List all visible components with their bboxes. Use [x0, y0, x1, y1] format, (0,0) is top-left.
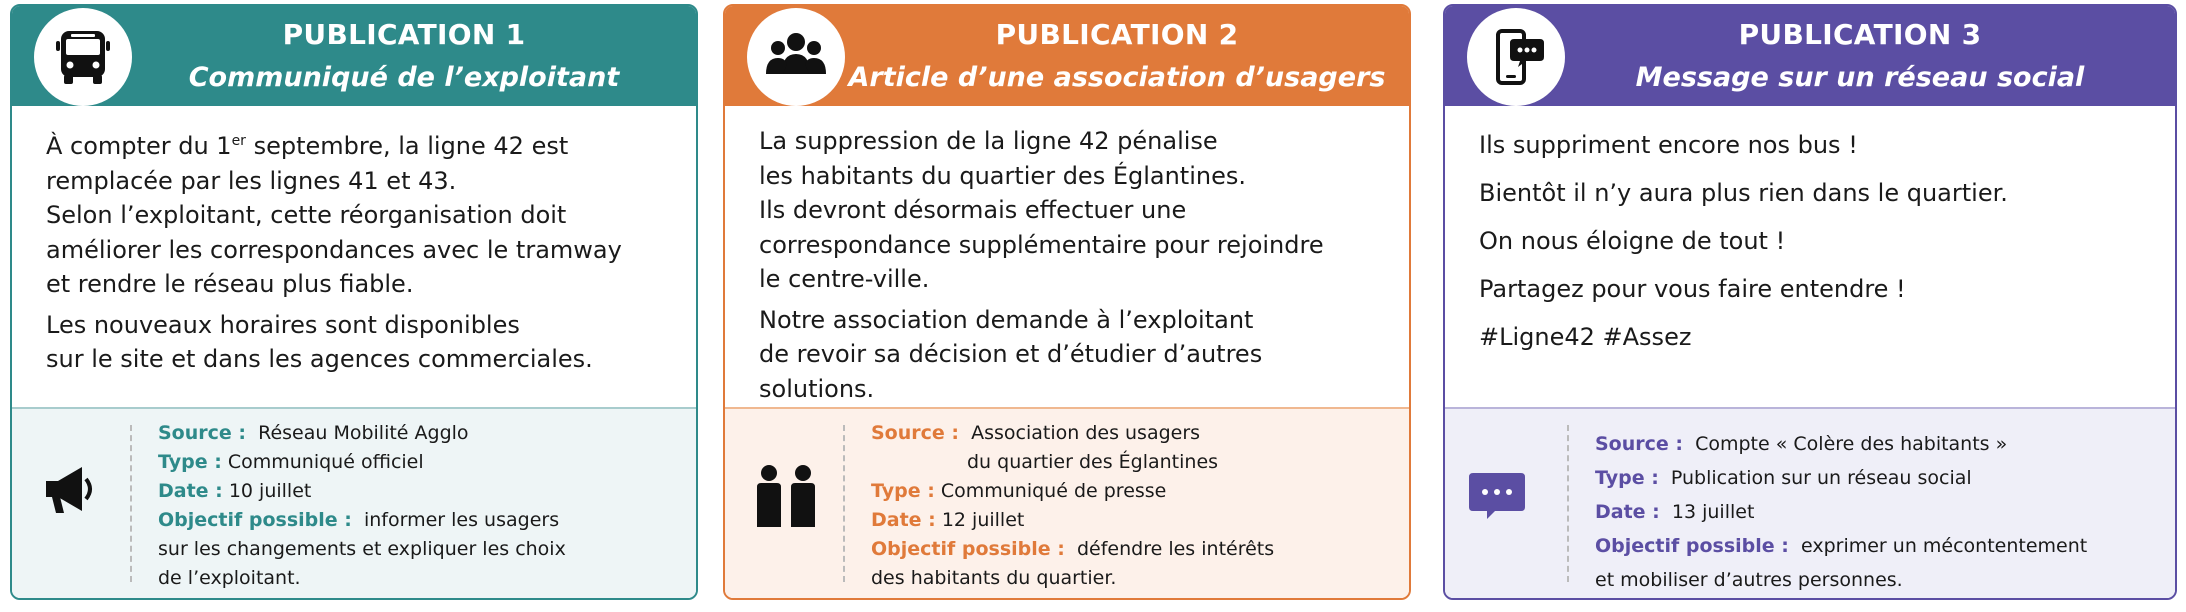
publication-card-1: [10, 4, 698, 600]
card-body: La suppression de la ligne 42 pénalise les habitants du quartier des Églantines. Ils devront désormais effectuer une correspondance supplémentaire pour rejoindre le centre-ville. Notre association demande à l’exploitant de revoir sa décision et d’étudier d’autres solutions.: [759, 127, 1324, 403]
publication-card-3: [1443, 4, 2177, 600]
card-subtitle: Communiqué de l’exploitant: [188, 62, 620, 93]
bus-icon: [34, 8, 132, 106]
metadata: Source : Réseau Mobilité Agglo Type : Communiqué officiel Date : 10 juillet Objectif possible : informer les usagers sur les changements et expliquer les choix de l’exploitant.: [158, 422, 566, 589]
card-footer: [725, 407, 1409, 598]
metadata: Source : Association des usagers du quartier des Églantines Type : Communiqué de presse Date : 12 juillet Objectif possible : défendre les intérêts des habitants du quartier.: [871, 422, 1275, 589]
card-title: PUBLICATION 2: [995, 18, 1239, 51]
card-body: À compter du 1er septembre, la ligne 42 est remplacée par les lignes 41 et 43. Selon l’exploitant, cette réorganisation doit améliorer les correspondances avec le tramway et rendre le réseau plus fiable. Les nouveaux horaires sont disponibles sur le site et dans les agences commerciales.: [46, 132, 622, 373]
card-subtitle: Article d’une association d’usagers: [848, 62, 1386, 93]
card-title: PUBLICATION 3: [1738, 18, 1982, 51]
metadata: Source : Compte « Colère des habitants » Type : Publication sur un réseau social Date : 13 juillet Objectif possible : exprimer un mécontentement et mobiliser d’autres personnes.: [1595, 433, 2088, 591]
divider: [130, 425, 132, 582]
phone-chat-icon: [1467, 8, 1565, 106]
card-footer: [12, 407, 696, 598]
divider: [1567, 425, 1569, 582]
group-icon: [747, 8, 845, 106]
card-footer: [1445, 407, 2175, 598]
publication-card-2: [723, 4, 1411, 600]
divider: [843, 425, 845, 582]
megaphone-icon: [38, 457, 102, 530]
chat-bubble-icon: [1465, 467, 1529, 540]
card-subtitle: Message sur un réseau social: [1635, 62, 2085, 93]
card-title: PUBLICATION 1: [282, 18, 526, 51]
card-body: Ils suppriment encore nos bus ! Bientôt il n’y aura plus rien dans le quartier. On nous éloigne de tout ! Partagez pour vous faire entendre ! #Ligne42 #Assez: [1479, 131, 2008, 351]
people-icon: [751, 461, 821, 540]
